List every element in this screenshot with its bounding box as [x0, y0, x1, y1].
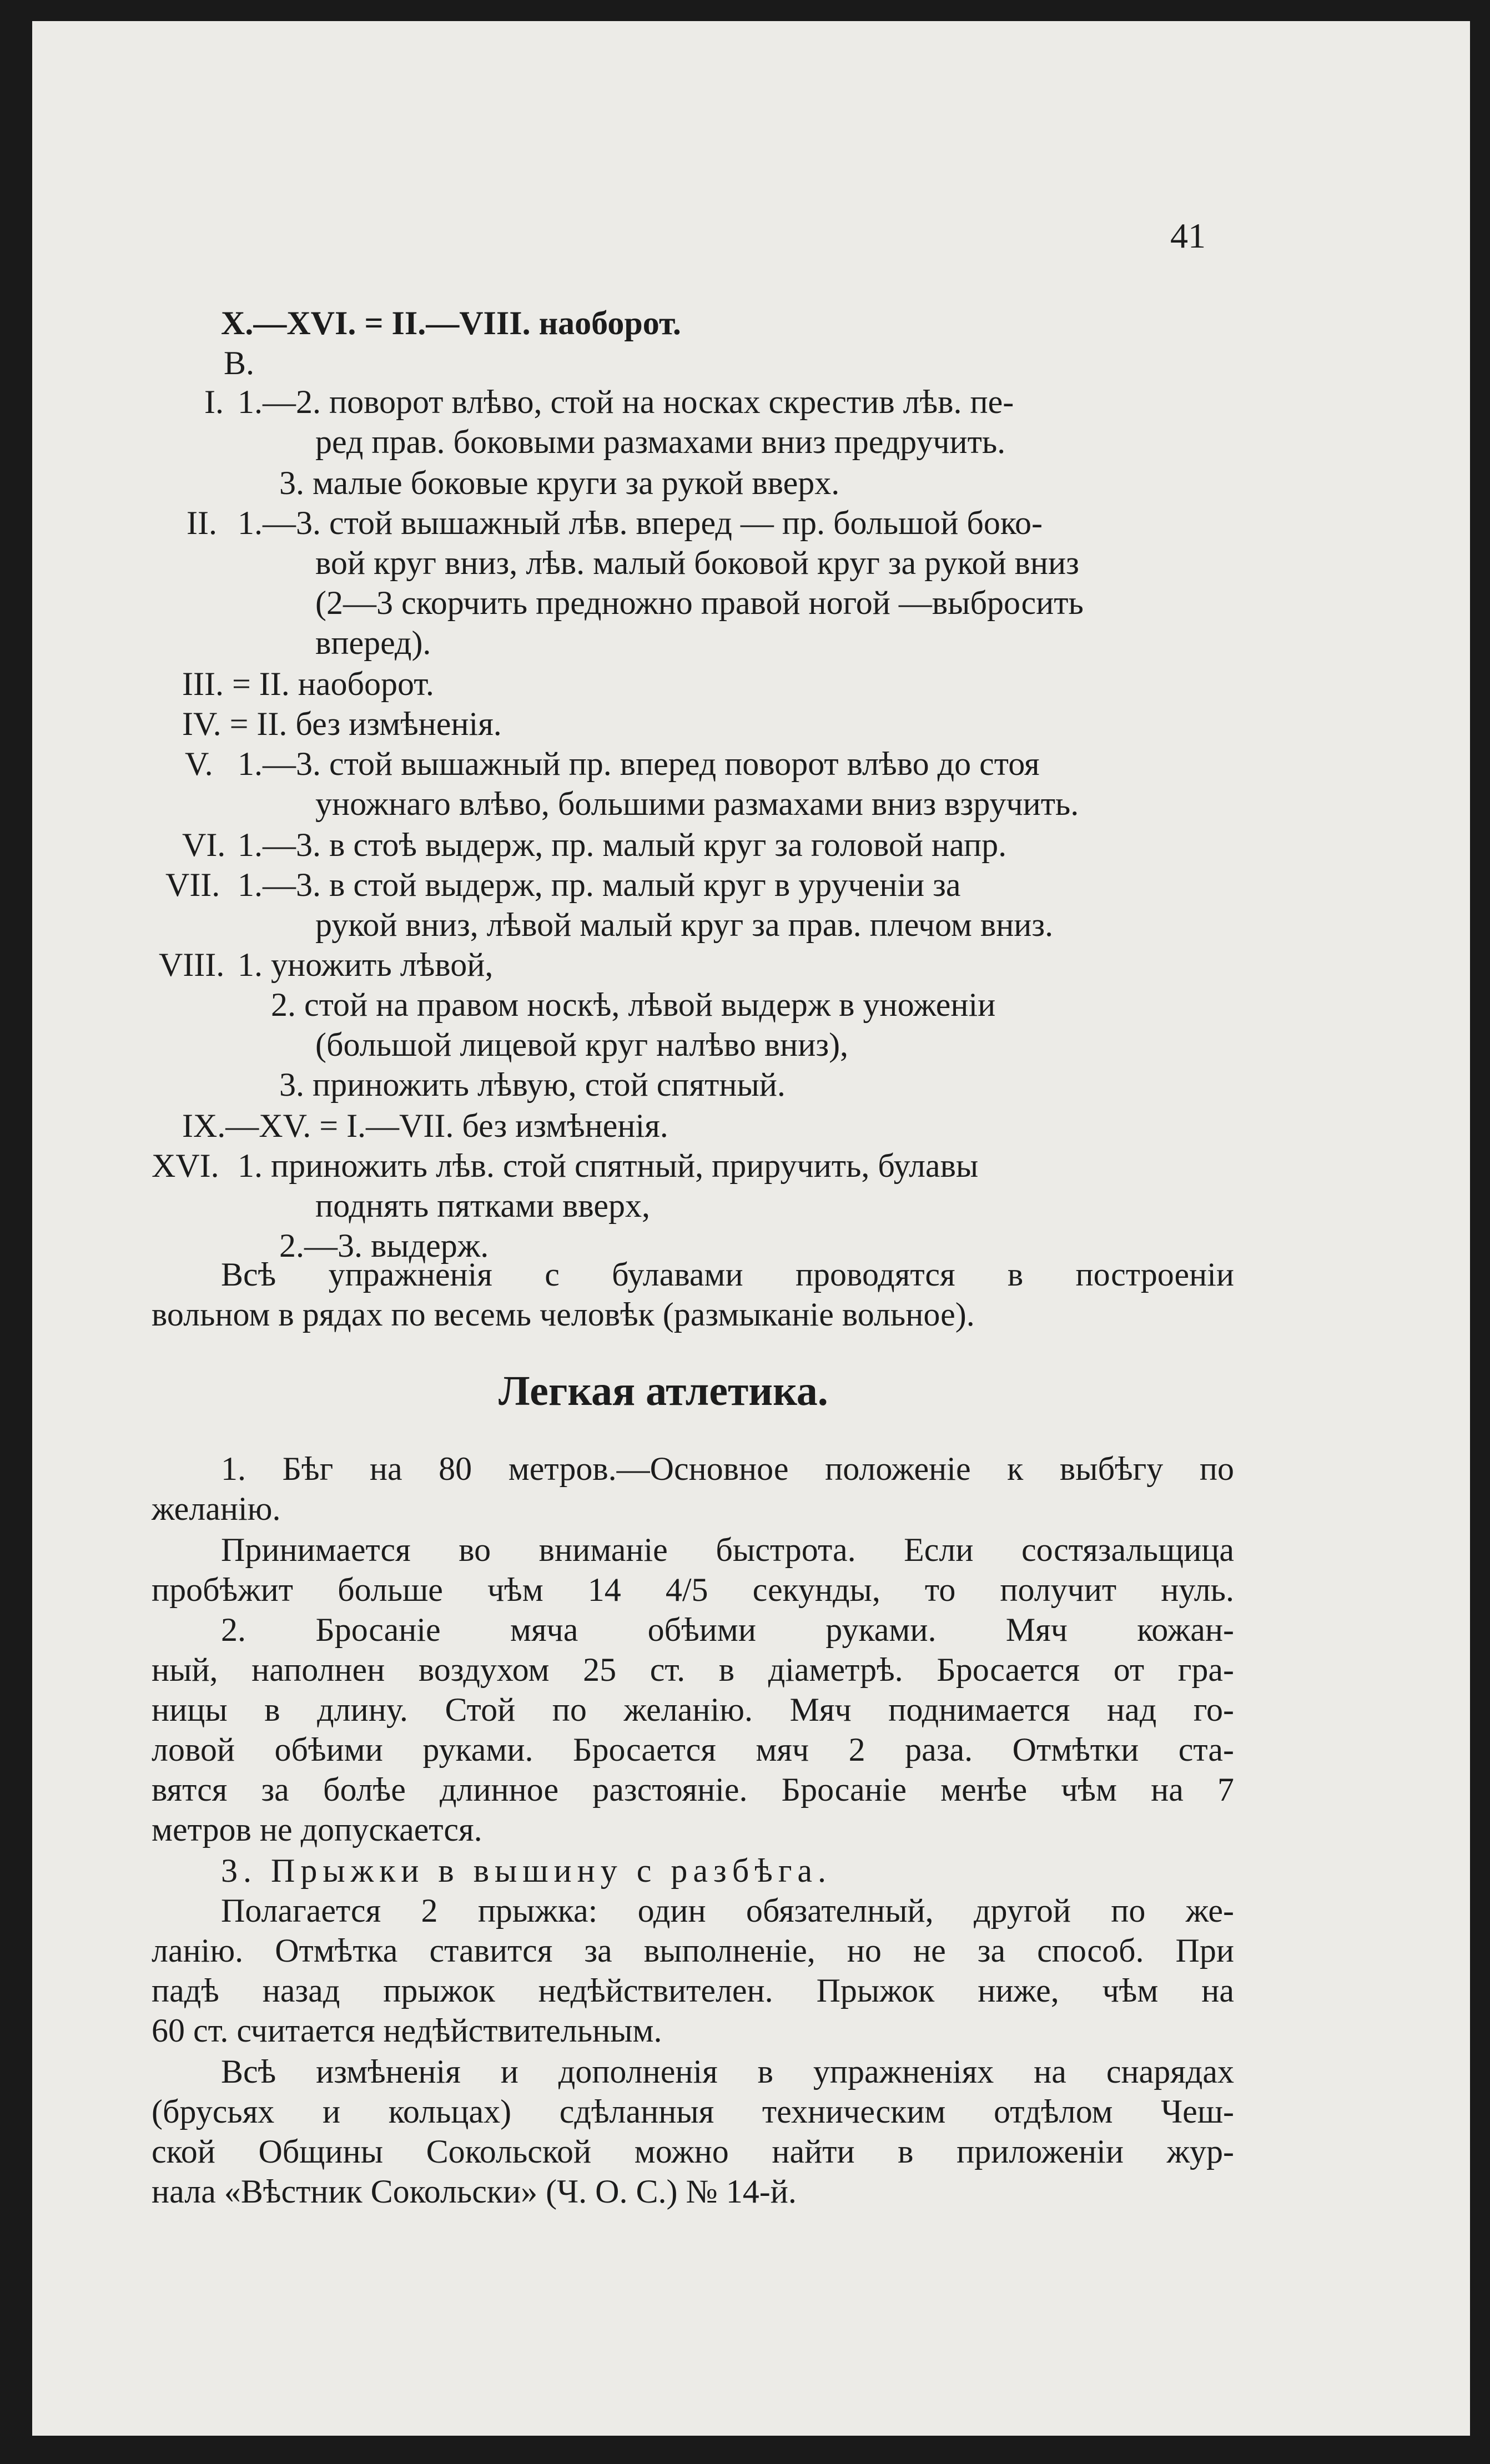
- paragraph-line: 3. Прыжки в вышину с разбѣга.: [221, 1852, 832, 1889]
- exercise-text: 1.—2. поворот влѣво, стой на носках скрестив лѣв. пе-: [238, 384, 1014, 420]
- paragraph-line: пробѣжит больше чѣм 14 4/5 секунды, то получит нуль.: [152, 1571, 1234, 1608]
- paragraph-line: метров не допускается.: [152, 1811, 482, 1848]
- exercise-text: наоборот.: [298, 666, 434, 702]
- exercise-text: (2—3 скорчить предножно правой ногой —выбросить: [315, 584, 1084, 621]
- paragraph-line: желанію.: [152, 1490, 281, 1527]
- exercise-label: VII.: [165, 866, 220, 903]
- exercise-line: [279, 1065, 786, 1105]
- page-number: 41: [1170, 216, 1206, 255]
- exercise-label: III. = II.: [182, 666, 290, 702]
- exercise-label: X.—XVI. = II.—VIII.: [221, 305, 531, 341]
- exercise-text: 1. приножить лѣв. стой спятный, приручить, булавы: [238, 1147, 979, 1184]
- exercise-text: вперед).: [315, 624, 431, 661]
- exercise-text: В.: [224, 345, 255, 381]
- exercise-text: 2.—3. выдерж.: [279, 1227, 489, 1264]
- exercise-label: II.: [187, 505, 217, 541]
- exercise-text: 1.—3. стой вышажный лѣв. вперед — пр. большой боко-: [238, 505, 1043, 541]
- paragraph-line: ловой обѣими руками. Бросается мяч 2 раза. Отмѣтки ста-: [152, 1731, 1234, 1768]
- exercise-line: [271, 985, 995, 1025]
- exercise-label: I.: [204, 384, 224, 420]
- exercise-line: [315, 422, 1005, 462]
- exercise-text: (большой лицевой круг налѣво вниз),: [315, 1026, 849, 1063]
- exercise-label: V.: [185, 745, 213, 782]
- paragraph-line: ный, наполнен воздухом 25 ст. в діаметрѣ. Бросается от гра-: [152, 1651, 1234, 1688]
- exercise-text: 2. стой на правом носкѣ, лѣвой выдерж в уноженіи: [271, 986, 996, 1023]
- exercise-line: [182, 664, 434, 704]
- exercise-line: [315, 1186, 650, 1226]
- note-line: Всѣ упражненія с булавами проводятся в построеніи: [221, 1256, 1234, 1293]
- section-title: Легкая атлетика.: [499, 1368, 828, 1414]
- exercise-text: наоборот.: [538, 305, 681, 341]
- exercise-text: 1. уножить лѣвой,: [238, 946, 494, 983]
- paragraph-line: 1. Бѣг на 80 метров.—Основное положеніе к выбѣгу по: [221, 1450, 1234, 1487]
- exercise-line: [315, 784, 1079, 824]
- paragraph-line: нала «Вѣстник Сокольски» (Ч. О. С.) № 14-й.: [152, 2173, 797, 2210]
- exercise-text: 3. малые боковые круги за рукой вверх.: [279, 465, 840, 501]
- exercise-label: VIII.: [159, 946, 225, 983]
- paragraph-line: ницы в длину. Стой по желанію. Мяч поднимается над го-: [152, 1691, 1234, 1728]
- exercise-text: вой круг вниз, лѣв. малый боковой круг за рукой вниз: [315, 545, 1079, 581]
- exercise-line: [315, 905, 1053, 945]
- exercise-line: [315, 543, 1079, 583]
- exercise-label: XVI.: [152, 1147, 219, 1184]
- exercise-line: [279, 463, 839, 503]
- exercise-text: рукой вниз, лѣвой малый круг за прав. плечом вниз.: [315, 906, 1054, 943]
- note-line: вольном в рядах по весемь человѣк (размыканіе вольное).: [152, 1296, 975, 1333]
- exercise-text: уножнаго влѣво, большими размахами вниз взручить.: [315, 785, 1079, 822]
- paragraph-line: Полагается 2 прыжка: один обязателный, другой по же-: [221, 1892, 1234, 1929]
- paragraph-line: вятся за болѣе длинное разстояніе. Бросаніе менѣе чѣм на 7: [152, 1771, 1234, 1808]
- exercise-line: [315, 623, 431, 663]
- exercise-label: VI.: [182, 827, 226, 863]
- book-page: [32, 21, 1470, 2436]
- paragraph-line: Всѣ измѣненія и дополненія в упражненіях на снарядах: [221, 2053, 1234, 2090]
- exercise-label: IV. = II.: [182, 706, 288, 742]
- paragraph-line: Принимается во вниманіе быстрота. Если состязальщица: [221, 1531, 1234, 1568]
- exercise-line: [315, 583, 1084, 623]
- exercise-line: [182, 704, 502, 744]
- paragraph-line: (брусьях и кольцах) сдѣланныя техническим отдѣлом Чеш-: [152, 2093, 1234, 2130]
- paragraph-line: 60 ст. считается недѣйствительным.: [152, 2012, 662, 2049]
- exercise-text: 1.—3. в стоѣ выдерж, пр. малый круг за головой напр.: [238, 827, 1007, 863]
- exercise-line: [182, 1106, 668, 1146]
- exercise-line: [221, 303, 681, 343]
- exercise-label: IX.—XV. = I.—VII.: [182, 1107, 454, 1144]
- paragraph-line: 2. Бросаніе мяча обѣими руками. Мяч кожан-: [221, 1611, 1234, 1648]
- exercise-line: [224, 343, 254, 383]
- exercise-text: без измѣненія.: [462, 1107, 668, 1144]
- paragraph-line: ланію. Отмѣтка ставится за выполненіе, но не за способ. При: [152, 1932, 1234, 1969]
- exercise-text: поднять пятками вверх,: [315, 1187, 651, 1224]
- exercise-text: ред прав. боковыми размахами вниз предручить.: [315, 424, 1006, 460]
- paragraph-line: падѣ назад прыжок недѣйствителен. Прыжок ниже, чѣм на: [152, 1972, 1234, 2009]
- exercise-text: 1.—3. стой вышажный пр. вперед поворот влѣво до стоя: [238, 745, 1040, 782]
- exercise-line: [315, 1025, 848, 1065]
- exercise-text: 3. приножить лѣвую, стой спятный.: [279, 1066, 786, 1103]
- exercise-text: 1.—3. в стой выдерж, пр. малый круг в урученіи за: [238, 866, 961, 903]
- paragraph-line: ской Общины Сокольской можно найти в приложеніи жур-: [152, 2133, 1234, 2170]
- exercise-text: без измѣненія.: [295, 706, 502, 742]
